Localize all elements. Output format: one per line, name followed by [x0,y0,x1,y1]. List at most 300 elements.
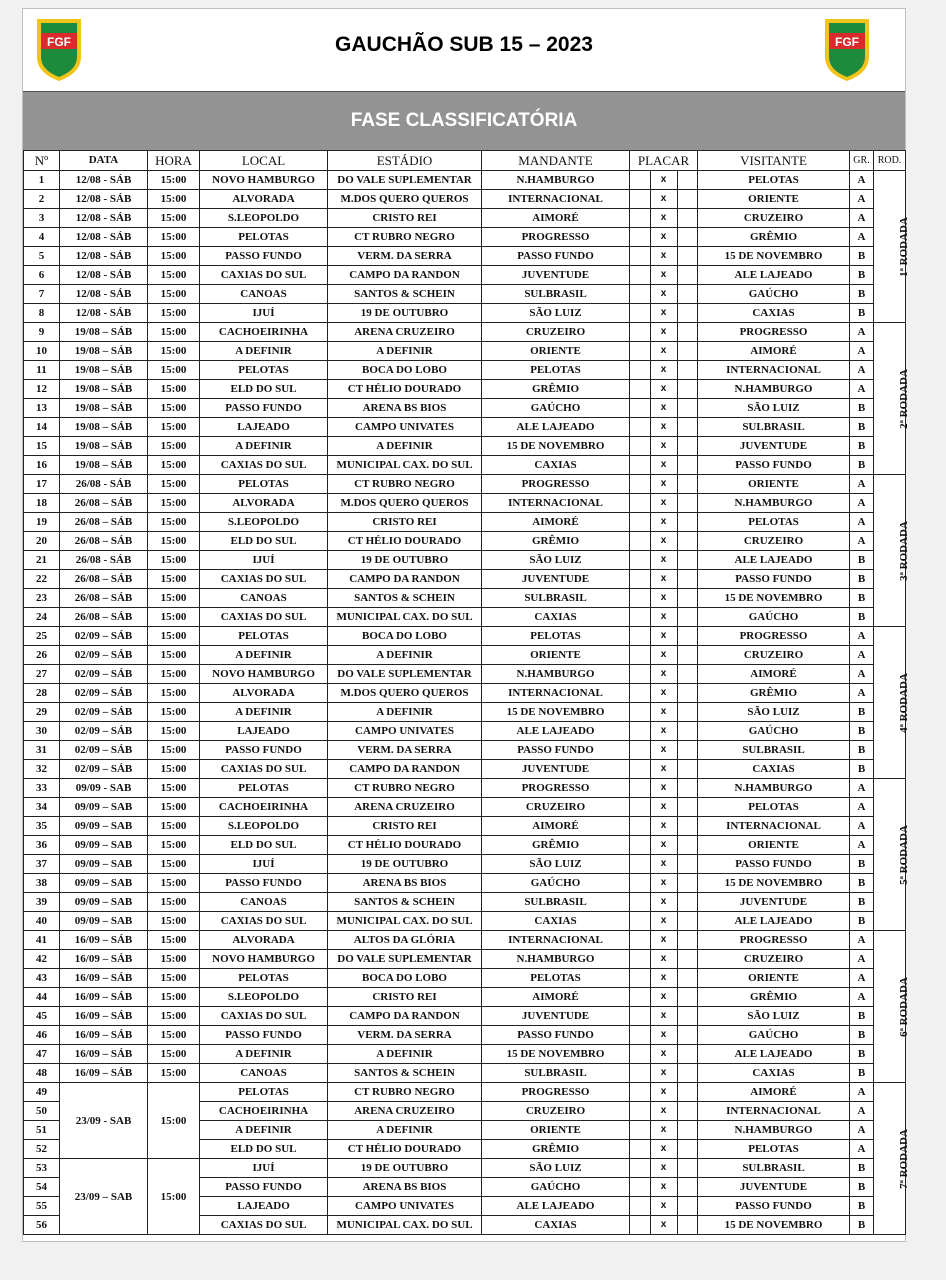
match-local: CAXIAS DO SUL [200,570,328,589]
home-score [630,722,651,740]
home-team: PROGRESSO [482,1083,630,1102]
away-score [677,380,698,398]
match-date: 23/09 – SAB [60,1159,148,1235]
score-cell [630,836,698,855]
group: B [850,703,874,722]
table-row [24,950,906,969]
match-number: 44 [24,988,60,1007]
match-date: 19/08 – SÁB [60,437,148,456]
home-team: JUVENTUDE [482,570,630,589]
col-header-group: GR. [850,151,874,171]
match-local: S.LEOPOLDO [200,817,328,836]
score-separator: x [660,896,667,907]
match-number: 28 [24,684,60,703]
score-separator: x [660,402,667,413]
away-score [677,988,698,1006]
score-separator: x [660,516,667,527]
score-cell [630,228,698,247]
home-team: CRUZEIRO [482,1102,630,1121]
score-cell [630,171,698,190]
score-separator: x [660,763,667,774]
score-cell [630,741,698,760]
away-score [677,1026,698,1044]
score-separator: x [660,915,667,926]
away-score [677,589,698,607]
table-row [24,627,906,646]
match-stadium: DO VALE SUPLEMENTAR [328,665,482,684]
match-local: A DEFINIR [200,703,328,722]
home-team: ORIENTE [482,1121,630,1140]
match-local: A DEFINIR [200,437,328,456]
score-cell [630,589,698,608]
home-score [630,380,651,398]
home-team: PELOTAS [482,361,630,380]
score-cell [630,285,698,304]
match-stadium: VERM. DA SERRA [328,741,482,760]
away-score [677,665,698,683]
group: B [850,437,874,456]
away-team: PASSO FUNDO [698,570,850,589]
match-time: 15:00 [148,627,200,646]
match-number: 52 [24,1140,60,1159]
home-score [630,532,651,550]
match-number: 33 [24,779,60,798]
phase-banner [23,91,905,151]
table-row [24,551,906,570]
group: B [850,589,874,608]
away-score [677,209,698,227]
match-time: 15:00 [148,1045,200,1064]
home-team: CAXIAS [482,1216,630,1235]
table-row [24,342,906,361]
away-team: PELOTAS [698,798,850,817]
home-score [630,589,651,607]
away-score [677,456,698,474]
home-team: GRÊMIO [482,532,630,551]
table-row [24,646,906,665]
match-stadium: CT HÉLIO DOURADO [328,1140,482,1159]
home-team: GRÊMIO [482,1140,630,1159]
match-stadium: VERM. DA SERRA [328,247,482,266]
match-number: 19 [24,513,60,532]
match-number: 10 [24,342,60,361]
score-cell [630,266,698,285]
match-number: 14 [24,418,60,437]
match-stadium: CT HÉLIO DOURADO [328,836,482,855]
match-time: 15:00 [148,342,200,361]
score-cell [630,969,698,988]
table-row [24,988,906,1007]
home-score [630,836,651,854]
table-row [24,209,906,228]
schedule-body [24,171,910,1235]
away-score [677,361,698,379]
group: B [850,912,874,931]
match-number: 20 [24,532,60,551]
score-cell [630,380,698,399]
home-team: PASSO FUNDO [482,247,630,266]
away-team: INTERNACIONAL [698,817,850,836]
match-number: 42 [24,950,60,969]
match-time: 15:00 [148,209,200,228]
match-number: 26 [24,646,60,665]
away-team: JUVENTUDE [698,893,850,912]
match-time: 15:00 [148,551,200,570]
match-local: CAXIAS DO SUL [200,266,328,285]
match-date: 09/09 – SAB [60,912,148,931]
away-team: SÃO LUIZ [698,703,850,722]
table-row [24,798,906,817]
score-separator: x [660,1143,667,1154]
home-team: ORIENTE [482,342,630,361]
round-label-text: 4ª RODADA [897,672,910,733]
match-number: 13 [24,399,60,418]
away-score [677,893,698,911]
score-separator: x [660,1181,667,1192]
match-date: 09/09 – SAB [60,893,148,912]
match-local: A DEFINIR [200,646,328,665]
score-cell [630,399,698,418]
match-number: 7 [24,285,60,304]
home-score [630,703,651,721]
round-label [874,171,910,323]
score-cell [630,1216,698,1235]
match-time: 15:00 [148,266,200,285]
match-stadium: CRISTO REI [328,513,482,532]
match-number: 37 [24,855,60,874]
score-cell [630,608,698,627]
table-row [24,1007,906,1026]
home-score [630,988,651,1006]
group: A [850,836,874,855]
score-cell [630,1026,698,1045]
score-cell [630,247,698,266]
table-row [24,1159,906,1178]
match-stadium: CAMPO DA RANDON [328,570,482,589]
match-stadium: ARENA CRUZEIRO [328,1102,482,1121]
match-number: 16 [24,456,60,475]
away-team: ALE LAJEADO [698,266,850,285]
away-score [677,323,698,341]
away-team: INTERNACIONAL [698,1102,850,1121]
table-row [24,361,906,380]
match-number: 5 [24,247,60,266]
match-stadium: A DEFINIR [328,342,482,361]
match-number: 25 [24,627,60,646]
score-separator: x [660,440,667,451]
match-local: PELOTAS [200,969,328,988]
match-date: 09/09 – SAB [60,798,148,817]
match-number: 47 [24,1045,60,1064]
match-date: 19/08 – SÁB [60,323,148,342]
score-cell [630,988,698,1007]
score-separator: x [660,649,667,660]
away-score [677,798,698,816]
match-number: 51 [24,1121,60,1140]
match-local: NOVO HAMBURGO [200,171,328,190]
score-cell [630,893,698,912]
group: B [850,874,874,893]
match-date: 19/08 – SÁB [60,399,148,418]
score-separator: x [660,1067,667,1078]
table-row [24,513,906,532]
score-cell [630,627,698,646]
match-date: 26/08 – SÁB [60,513,148,532]
match-local: ELD DO SUL [200,836,328,855]
match-date: 02/09 – SÁB [60,684,148,703]
match-date: 16/09 – SÁB [60,950,148,969]
match-stadium: ARENA BS BIOS [328,1178,482,1197]
match-number: 49 [24,1083,60,1102]
table-row [24,399,906,418]
match-number: 38 [24,874,60,893]
match-time: 15:00 [148,874,200,893]
away-score [677,475,698,493]
home-team: PROGRESSO [482,475,630,494]
away-team: 15 DE NOVEMBRO [698,247,850,266]
home-team: ALE LAJEADO [482,1197,630,1216]
match-number: 53 [24,1159,60,1178]
col-header-local: LOCAL [200,151,328,171]
table-row [24,475,906,494]
score-separator: x [660,307,667,318]
table-row [24,703,906,722]
match-stadium: DO VALE SUPLEMENTAR [328,171,482,190]
score-separator: x [660,554,667,565]
match-stadium: CRISTO REI [328,988,482,1007]
group: A [850,950,874,969]
home-score [630,456,651,474]
match-number: 12 [24,380,60,399]
score-separator: x [660,839,667,850]
away-team: GRÊMIO [698,684,850,703]
match-number: 30 [24,722,60,741]
match-time: 15:00 [148,779,200,798]
score-separator: x [660,592,667,603]
home-score [630,741,651,759]
table-row [24,836,906,855]
match-number: 1 [24,171,60,190]
score-cell [630,1140,698,1159]
away-score [677,1178,698,1196]
match-date: 26/08 - SÁB [60,551,148,570]
home-team: PELOTAS [482,627,630,646]
score-cell [630,1083,698,1102]
match-date: 26/08 – SÁB [60,570,148,589]
match-local: ELD DO SUL [200,380,328,399]
group: B [850,1064,874,1083]
away-score [677,722,698,740]
match-stadium: SANTOS & SCHEIN [328,589,482,608]
match-date: 12/08 - SÁB [60,247,148,266]
away-score [677,285,698,303]
schedule-table [23,150,910,1235]
away-team: CRUZEIRO [698,209,850,228]
match-number: 22 [24,570,60,589]
score-cell [630,190,698,209]
score-separator: x [660,326,667,337]
score-cell [630,855,698,874]
match-time: 15:00 [148,494,200,513]
group: A [850,988,874,1007]
group: B [850,1178,874,1197]
away-team: SULBRASIL [698,1159,850,1178]
away-score [677,171,698,189]
away-team: GAÚCHO [698,722,850,741]
match-stadium: ARENA CRUZEIRO [328,798,482,817]
home-team: AIMORÉ [482,209,630,228]
score-cell [630,304,698,323]
score-cell [630,1159,698,1178]
match-date: 16/09 – SÁB [60,988,148,1007]
group: B [850,456,874,475]
match-time: 15:00 [148,1007,200,1026]
away-team: N.HAMBURGO [698,494,850,513]
match-stadium: ALTOS DA GLÓRIA [328,931,482,950]
match-date: 12/08 - SÁB [60,285,148,304]
score-cell [630,513,698,532]
table-row [24,247,906,266]
match-number: 45 [24,1007,60,1026]
match-stadium: CAMPO UNIVATES [328,722,482,741]
match-date: 09/09 – SAB [60,874,148,893]
score-cell [630,1007,698,1026]
match-time: 15:00 [148,570,200,589]
match-date: 02/09 – SÁB [60,627,148,646]
score-separator: x [660,478,667,489]
home-score [630,627,651,645]
match-stadium: A DEFINIR [328,703,482,722]
home-team: GAÚCHO [482,874,630,893]
phase-title: FASE CLASSIFICATÓRIA [350,110,578,131]
score-cell [630,456,698,475]
away-team: INTERNACIONAL [698,361,850,380]
score-cell [630,798,698,817]
away-score [677,855,698,873]
match-local: CAXIAS DO SUL [200,912,328,931]
group: A [850,798,874,817]
group: B [850,570,874,589]
score-separator: x [660,364,667,375]
match-time: 15:00 [148,703,200,722]
match-date: 02/09 – SÁB [60,741,148,760]
match-stadium: 19 DE OUTUBRO [328,855,482,874]
score-separator: x [660,858,667,869]
match-stadium: BOCA DO LOBO [328,627,482,646]
away-score [677,817,698,835]
match-stadium: A DEFINIR [328,437,482,456]
score-separator: x [660,459,667,470]
match-local: ALVORADA [200,190,328,209]
match-stadium: CT RUBRO NEGRO [328,1083,482,1102]
match-number: 34 [24,798,60,817]
match-number: 15 [24,437,60,456]
match-time: 15:00 [148,1064,200,1083]
home-score [630,1102,651,1120]
match-local: IJUÍ [200,1159,328,1178]
match-local: IJUÍ [200,855,328,874]
match-number: 18 [24,494,60,513]
match-number: 2 [24,190,60,209]
home-team: GAÚCHO [482,1178,630,1197]
match-stadium: SANTOS & SCHEIN [328,893,482,912]
match-stadium: M.DOS QUERO QUEROS [328,494,482,513]
away-score [677,684,698,702]
match-time: 15:00 [148,456,200,475]
match-stadium: ARENA CRUZEIRO [328,323,482,342]
match-date: 19/08 – SÁB [60,418,148,437]
match-stadium: MUNICIPAL CAX. DO SUL [328,912,482,931]
match-stadium: CRISTO REI [328,209,482,228]
home-team: JUVENTUDE [482,1007,630,1026]
home-team: PASSO FUNDO [482,741,630,760]
match-local: S.LEOPOLDO [200,513,328,532]
home-team: SÃO LUIZ [482,1159,630,1178]
away-team: ALE LAJEADO [698,551,850,570]
match-time: 15:00 [148,1026,200,1045]
away-team: PELOTAS [698,1140,850,1159]
match-number: 24 [24,608,60,627]
svg-text:FGF: FGF [47,35,71,49]
away-score [677,836,698,854]
score-separator: x [660,820,667,831]
col-header-home: MANDANTE [482,151,630,171]
match-local: CACHOEIRINHA [200,1102,328,1121]
match-stadium: SANTOS & SCHEIN [328,1064,482,1083]
score-cell [630,779,698,798]
table-row [24,589,906,608]
home-team: SULBRASIL [482,893,630,912]
score-cell [630,437,698,456]
match-number: 29 [24,703,60,722]
round-label [874,931,910,1083]
table-row [24,418,906,437]
round-label [874,323,910,475]
score-separator: x [660,231,667,242]
group: B [850,760,874,779]
away-score [677,304,698,322]
home-score [630,1026,651,1044]
table-row [24,874,906,893]
home-score [630,760,651,778]
score-separator: x [660,1086,667,1097]
score-separator: x [660,953,667,964]
away-team: SÃO LUIZ [698,399,850,418]
home-score [630,1121,651,1139]
away-score [677,912,698,930]
away-score [677,874,698,892]
match-time: 15:00 [148,171,200,190]
match-stadium: DO VALE SUPLEMENTAR [328,950,482,969]
away-team: PASSO FUNDO [698,456,850,475]
table-row [24,912,906,931]
away-score [677,760,698,778]
group: A [850,931,874,950]
table-row [24,741,906,760]
score-cell [630,1197,698,1216]
score-cell [630,494,698,513]
match-time: 15:00 [148,190,200,209]
home-score [630,570,651,588]
home-score [630,171,651,189]
match-time: 15:00 [148,684,200,703]
away-score [677,570,698,588]
away-team: ORIENTE [698,969,850,988]
home-team: PASSO FUNDO [482,1026,630,1045]
match-time: 15:00 [148,798,200,817]
group: A [850,532,874,551]
match-date: 12/08 - SÁB [60,171,148,190]
